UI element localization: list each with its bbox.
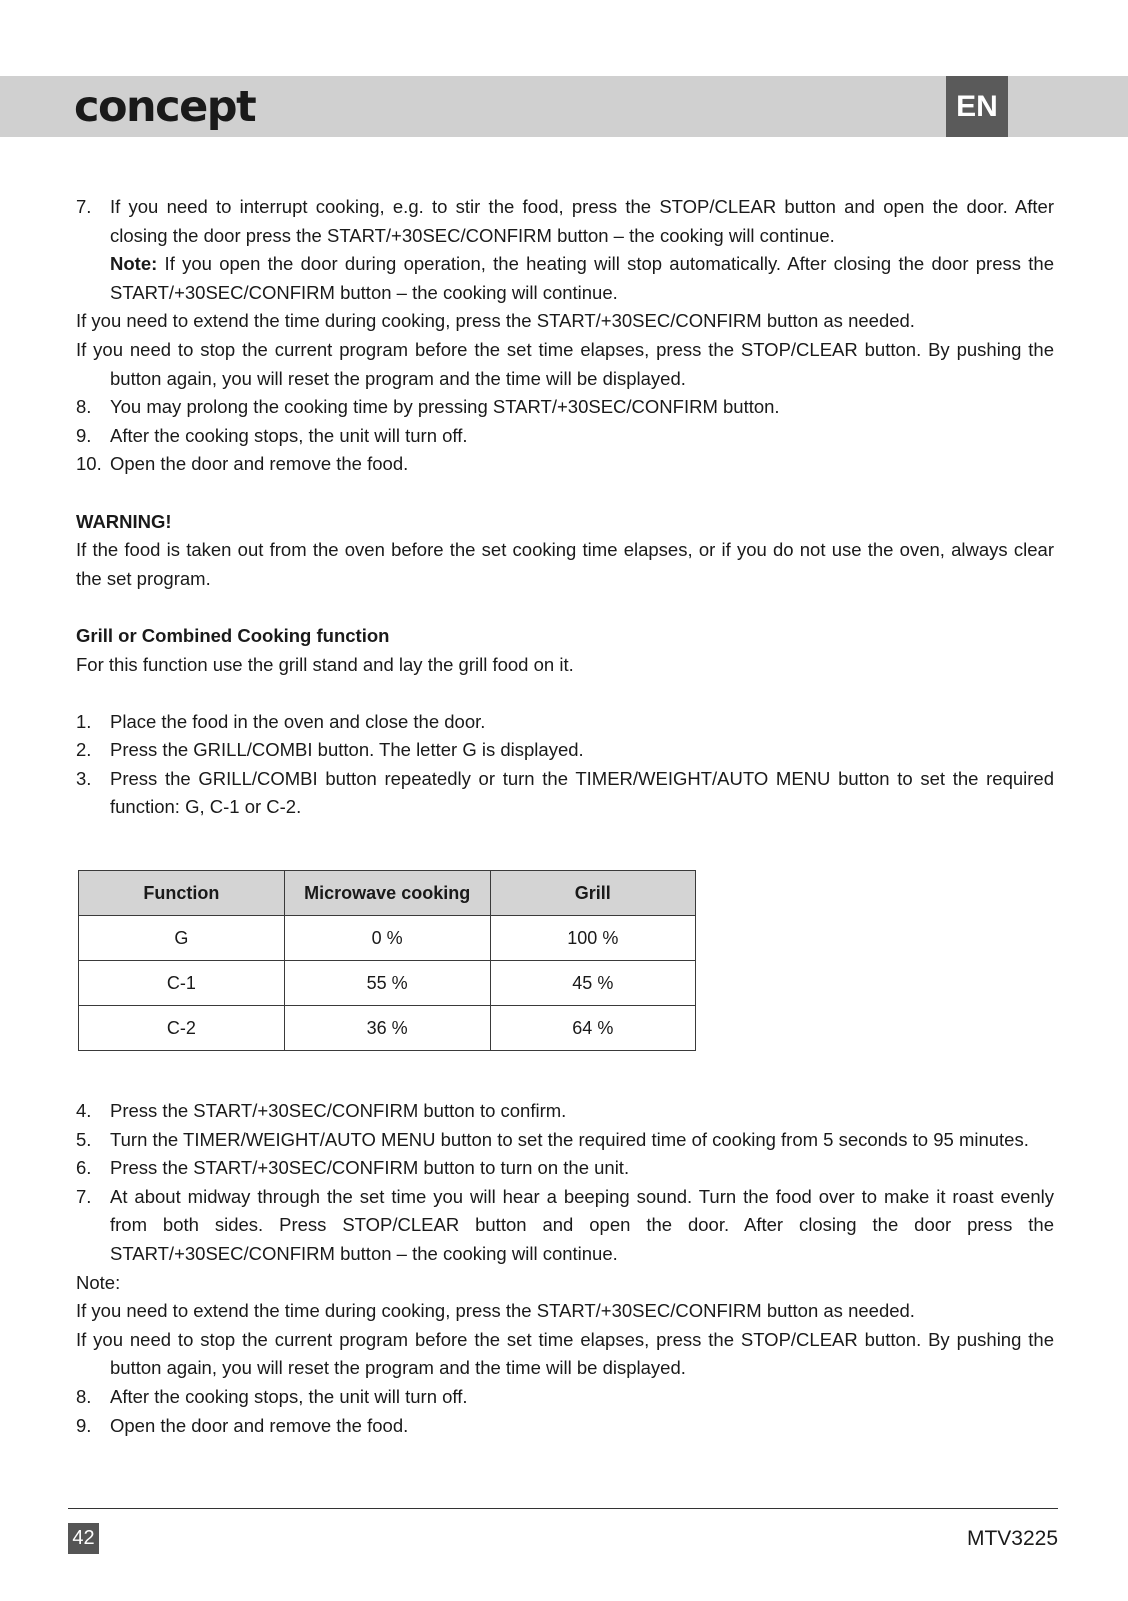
table-cell: 100 %	[490, 916, 695, 961]
list-text: Open the door and remove the food.	[110, 453, 409, 475]
table-cell: G	[79, 916, 285, 961]
list-number: 5.	[76, 1128, 92, 1150]
table-header: Function	[79, 871, 285, 916]
table-cell: 45 %	[490, 961, 695, 1006]
function-table	[78, 870, 696, 1051]
paragraph-stop: If you need to stop the current program before the set time elapses, press the STOP/CLEAR button. By pushing the button again, you will reset the program and the time will be displayed.	[76, 1328, 1054, 1379]
list-item	[76, 450, 1054, 479]
list-item	[76, 708, 1054, 737]
list-item	[76, 193, 1054, 307]
brand-logo: concept	[74, 81, 256, 132]
table-header: Microwave cooking	[284, 871, 490, 916]
list-number: 8.	[76, 1386, 92, 1407]
table-cell: 55 %	[284, 961, 490, 1006]
list-item	[76, 1097, 1054, 1126]
table-header-row	[79, 871, 696, 916]
list-item	[76, 736, 1054, 765]
list-text: You may prolong the cooking time by pressing START/+30SEC/CONFIRM button.	[110, 396, 780, 418]
list-text: Press the GRILL/COMBI button repeatedly or turn the TIMER/WEIGHT/AUTO MENU button to set the required function: G, C-1 or C-2.	[110, 767, 1054, 818]
language-badge: EN	[946, 76, 1008, 137]
list-text: Place the food in the oven and close the door.	[110, 710, 486, 732]
list-text: After the cooking stops, the unit will turn off.	[110, 1386, 468, 1407]
section-title: Grill or Combined Cooking function	[76, 624, 390, 646]
warning-text: If the food is taken out from the oven before the set cooking time elapses, or if you do not use the oven, always clear the set program.	[76, 539, 1054, 589]
list-item	[76, 765, 1054, 822]
paragraph-stop: If you need to stop the current program before the set time elapses, press the STOP/CLEAR button. By pushing the button again, you will reset the program and the time will be displayed.	[76, 338, 1054, 389]
table-row	[79, 916, 696, 961]
list-item	[76, 1126, 1054, 1155]
list-item	[76, 1383, 1054, 1412]
model-number: MTV3225	[966, 1526, 1058, 1550]
list-text: Open the door and remove the food.	[110, 1414, 409, 1436]
table-cell: 0 %	[284, 916, 490, 961]
list-text: Press the GRILL/COMBI button. The letter G is displayed.	[110, 739, 584, 761]
list-text: If you need to interrupt cooking, e.g. to stir the food, press the STOP/CLEAR button and open the door. After closing the door press the START/+30SEC/CONFIRM button – the cooking will continue.	[110, 196, 1054, 246]
list-number: 9.	[76, 424, 92, 446]
note-label: Note:	[76, 1271, 121, 1293]
note-label: Note:	[110, 253, 158, 275]
list-text: At about midway through the set time you will hear a beeping sound. Turn the food over to make it roast evenly from both sides. Press STOP/CLEAR button and open the door. After closing the door press the START/+30SEC/CONFIRM button – the cooking will continue.	[110, 1185, 1054, 1265]
table-cell: 64 %	[490, 1006, 695, 1051]
page-content	[76, 193, 1054, 1440]
list-text: Press the START/+30SEC/CONFIRM button to confirm.	[110, 1100, 567, 1122]
note-text: If you open the door during operation, the heating will stop automatically. After closing the door press the START/+30SEC/CONFIRM button – the cooking will continue.	[110, 253, 1054, 303]
table-row	[79, 961, 696, 1006]
section-intro: For this function use the grill stand and lay the grill food on it.	[76, 653, 574, 675]
list-item	[76, 1412, 1054, 1441]
list-text: Turn the TIMER/WEIGHT/AUTO MENU button to set the required time of cooking from 5 seconds to 95 minutes.	[110, 1128, 1029, 1150]
list-number: 1.	[76, 710, 92, 732]
page-number: 42	[68, 1523, 99, 1554]
table-cell: C-1	[79, 961, 285, 1006]
list-number: 7.	[76, 196, 92, 217]
table-cell: C-2	[79, 1006, 285, 1051]
list-number: 9.	[76, 1414, 92, 1436]
list-number: 10.	[76, 453, 102, 475]
list-item	[76, 393, 1054, 422]
list-number: 8.	[76, 396, 92, 418]
footer-divider	[68, 1508, 1058, 1509]
table-row	[79, 1006, 696, 1051]
list-number: 4.	[76, 1100, 92, 1122]
list-text: Press the START/+30SEC/CONFIRM button to turn on the unit.	[110, 1157, 630, 1179]
paragraph-extend: If you need to extend the time during cooking, press the START/+30SEC/CONFIRM button as needed.	[76, 310, 915, 332]
list-item	[76, 1154, 1054, 1183]
list-number: 7.	[76, 1185, 92, 1207]
list-number: 6.	[76, 1157, 92, 1179]
list-item	[76, 1183, 1054, 1269]
paragraph-extend: If you need to extend the time during cooking, press the START/+30SEC/CONFIRM button as needed.	[76, 1300, 915, 1322]
table-cell: 36 %	[284, 1006, 490, 1051]
list-item	[76, 422, 1054, 451]
list-number: 2.	[76, 739, 92, 761]
list-text: After the cooking stops, the unit will turn off.	[110, 424, 468, 446]
warning-title: WARNING!	[76, 510, 172, 532]
table-header: Grill	[490, 871, 695, 916]
list-number: 3.	[76, 767, 92, 789]
